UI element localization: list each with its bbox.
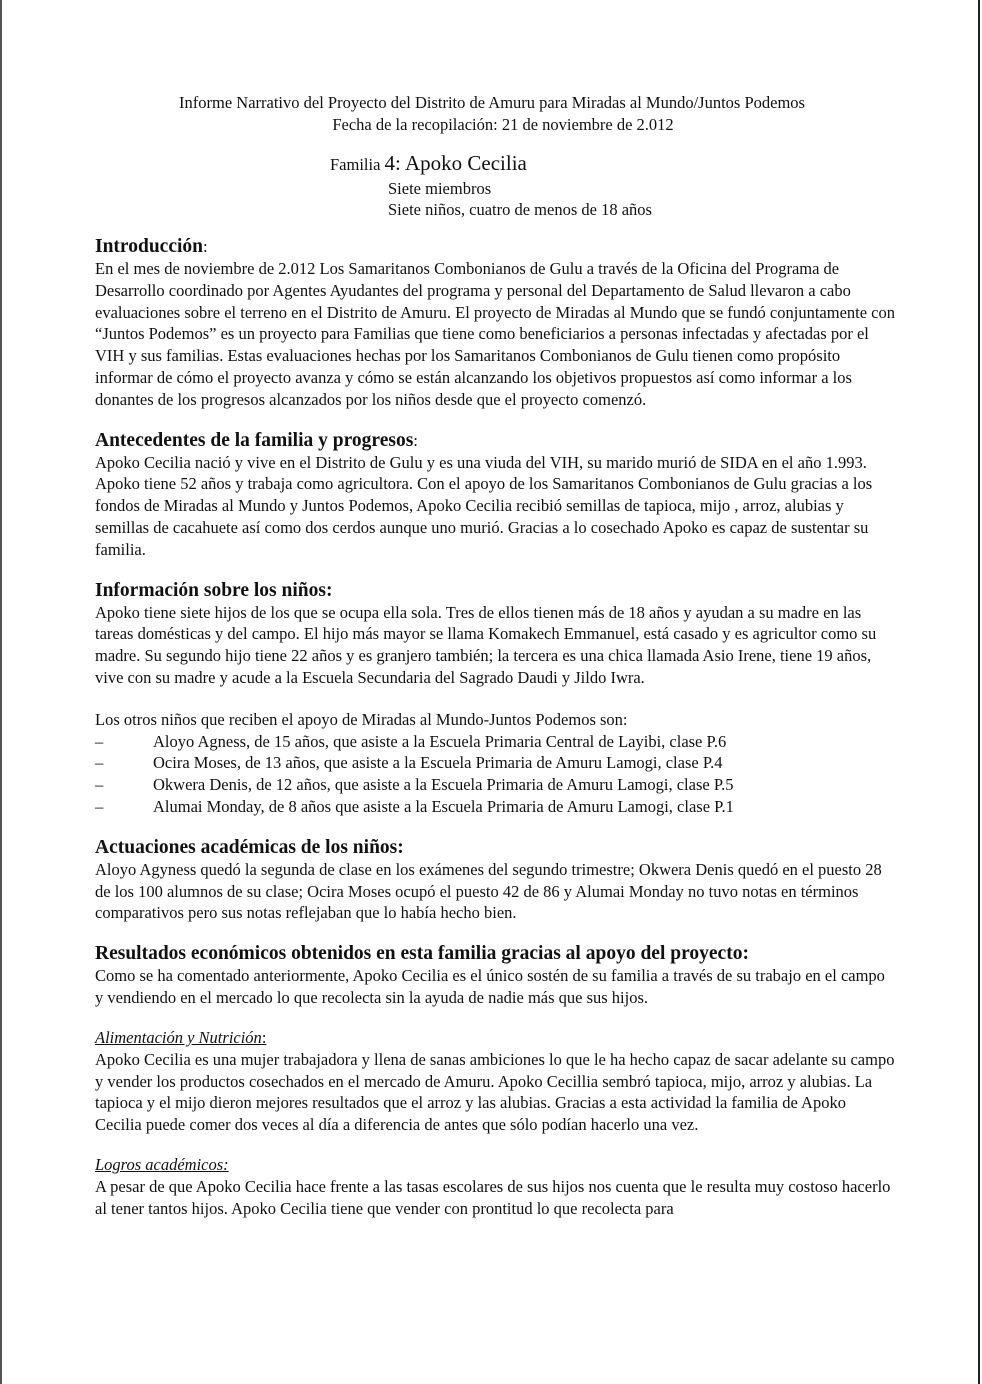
children-list-intro: Los otros niños que reciben el apoyo de Miradas al Mundo-Juntos Podemos son:: [95, 709, 628, 729]
subsection-body: Apoko Cecilia es una mujer trabajadora y llena de sanas ambiciones lo que le ha hecho capaz de sacar adelante su campo y vender los productos cosechados en el mercado de Amuru. Apoko Cecillia sembró tapioca, mijo, arroz y alubias. La tapioca y el mijo dieron mejores resultados que el arroz y las alubias. Gracias a esta actividad la familia de Apoko Cecilia puede comer dos veces al día a diferencia de antes que sólo podían hacerlo una vez.: [95, 1049, 895, 1135]
subsection-body: A pesar de que Apoko Cecilia hace frente a las tasas escolares de sus hijos nos cuenta que le resulta muy costoso hacerlo al tener tantos hijos. Apoko Cecilia tiene que vender con prontitud lo que recolecta para: [95, 1176, 891, 1218]
list-item-text: Aloyo Agness, de 15 años, que asiste a la Escuela Primaria Central de Layibi, clase P.6: [153, 731, 727, 751]
document-title: Informe Narrativo del Proyecto del Distrito de Amuru para Miradas al Mundo/Juntos Podemos: [179, 93, 805, 112]
section-actuaciones: [95, 836, 895, 924]
subheading-text: Alimentación y Nutrición: [95, 1027, 262, 1047]
subheading-colon: :: [261, 1027, 267, 1047]
subsection-logros: [95, 1154, 895, 1220]
section-heading: Actuaciones académicas de los niños:: [95, 836, 404, 858]
subsection-alimentacion: [95, 1027, 895, 1136]
heading-colon: :: [413, 430, 419, 450]
section-body: Como se ha comentado anteriormente, Apoko Cecilia es el único sostén de su familia a través de su trabajo en el campo y vendiendo en el mercado lo que recolecta sin la ayuda de nadie más que sus hijos.: [95, 966, 885, 1007]
document-content: [95, 92, 895, 1220]
section-body: Aloyo Agyness quedó la segunda de clase en los exámenes del segundo trimestre; Okwera Denis quedó en el puesto 28 de los 100 alumnos de su clase; Ocira Moses ocupó el puesto 42 de 86 y Alumai Monday no tuvo notas en términos comparativos pero sus notas reflejaban que lo había hecho bien.: [95, 859, 882, 923]
heading-text: Introducción: [95, 236, 203, 257]
list-item-text: Alumai Monday, de 8 años que asiste a la Escuela Primaria de Amuru Lamogi, clase P.1: [153, 796, 734, 816]
dash-bullet-icon: –: [95, 731, 104, 751]
section-heading: [95, 429, 895, 452]
family-header: [330, 150, 895, 220]
section-heading: Resultados económicos obtenidos en esta familia gracias al apoyo del proyecto:: [95, 943, 749, 965]
family-children: Siete niños, cuatro de menos de 18 años: [388, 200, 652, 219]
list-item: [95, 774, 895, 796]
list-item: [95, 752, 895, 774]
section-ninos: [95, 579, 895, 818]
section-heading: [95, 235, 895, 258]
section-antecedentes: [95, 429, 895, 561]
family-label-main: 4: Apoko Cecilia: [384, 151, 527, 175]
section-introduccion: [95, 235, 895, 411]
family-members: Siete miembros: [388, 179, 492, 198]
dash-bullet-icon: –: [95, 775, 104, 795]
list-item: [95, 731, 895, 753]
list-item-text: Okwera Denis, de 12 años, que asiste a la Escuela Primaria de Amuru Lamogi, clase P.5: [153, 775, 734, 795]
section-body: En el mes de noviembre de 2.012 Los Samaritanos Combonianos de Gulu a través de la Oficina del Programa de Desarrollo coordinado por Agentes Ayudantes del programa y personal del Departamento de Salud llevaron a cabo evaluaciones sobre el terreno en el Distrito de Amuru. El proyecto de Miradas al Mundo que se fundó conjuntamente con “Juntos Podemos” es un proyecto para Familias que tiene como beneficiarios a personas infectadas y afectadas por el VIH y sus familias. Estas evaluaciones hechas por los Samaritanos Combonianos de Gulu tienen como propósito informar de cómo el proyecto avanza y cómo se están alcanzando los objetivos propuestos así como informar a los donantes de los progresos alcanzados por los niños desde que el proyecto comenzó.: [95, 259, 896, 409]
dash-bullet-icon: –: [95, 753, 104, 773]
family-title: [330, 150, 895, 178]
dash-bullet-icon: –: [95, 796, 104, 816]
children-list: [95, 731, 895, 818]
section-body: Apoko Cecilia nació y vive en el Distrito de Gulu y es una viuda del VIH, su marido murió de SIDA en el año 1.993. Apoko tiene 52 años y trabaja como agricultora. Con el apoyo de los Samaritanos Combonianos de Gulu gracias a los fondos de Miradas al Mundo y Juntos Podemos, Apoko Cecilia recibió semillas de tapioca, mijo , arroz, alubias y semillas de cacahuete así como dos cerdos aunque uno murió. Gracias a lo cosechado Apoko es capaz de sustentar su familia.: [95, 452, 873, 559]
family-label-prefix: Familia: [330, 155, 381, 174]
heading-text: Antecedentes de la familia y progresos: [95, 429, 414, 451]
compilation-date: Fecha de la recopilación: 21 de noviembre de 2.012: [332, 115, 674, 134]
heading-colon: :: [203, 237, 208, 256]
section-resultados: [95, 942, 895, 1219]
subsection-heading: [95, 1027, 895, 1049]
section-heading: Información sobre los niños:: [95, 579, 333, 601]
list-item-text: Ocira Moses, de 13 años, que asiste a la Escuela Primaria de Amuru Lamogi, clase P.4: [153, 753, 723, 773]
section-body: Apoko tiene siete hijos de los que se ocupa ella sola. Tres de ellos tienen más de 18 años y ayudan a su madre en las tareas domésticas y del campo. El hijo más mayor se llama Komakech Emmanuel, está casado y es agricultor como su madre. Su segundo hijo tiene 22 años y es granjero también; la tercera es una chica llamada Asio Irene, tiene 19 años, vive con su madre y acude a la Escuela Secundaria del Sagrado Daudi y Jildo Iwra.: [95, 602, 877, 687]
subsection-heading: Logros académicos:: [95, 1154, 229, 1174]
list-item: [95, 796, 895, 818]
